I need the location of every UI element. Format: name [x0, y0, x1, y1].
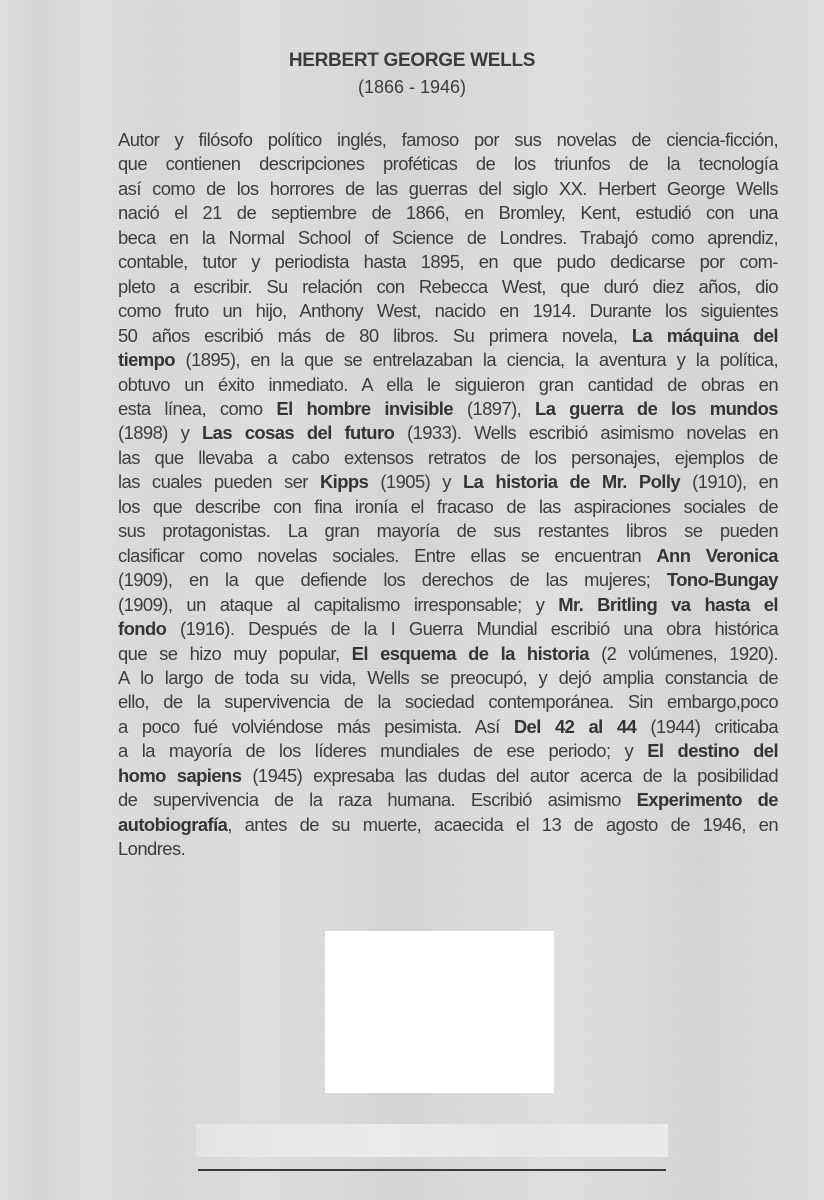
- text-line: [118, 152, 778, 176]
- text-line: [118, 739, 778, 763]
- book-title: La máquina del: [631, 324, 778, 346]
- text-line: [118, 568, 778, 592]
- book-title: autobiografía: [118, 813, 228, 835]
- author-name-heading: HERBERT GEORGE WELLS: [288, 50, 536, 71]
- book-title: El destino del: [647, 740, 778, 762]
- text-run: (1898) y: [118, 422, 202, 444]
- text-run: , antes de su muerte, acaecida el 13 de agosto de 1946, en: [227, 813, 778, 835]
- text-run: (1916). Después de la I Guerra Mundial escribió una obra histórica: [166, 618, 778, 640]
- text-run: a la mayoría de los líderes mundiales de ese periodo; y: [118, 740, 648, 762]
- book-title: homo sapiens: [118, 764, 242, 786]
- text-line: [118, 299, 778, 323]
- text-line: [118, 128, 778, 152]
- text-line: [118, 642, 778, 666]
- text-run: esta línea, como: [118, 397, 277, 419]
- text-line: [118, 373, 778, 397]
- text-run: los que describe con fina ironía el fracaso de las aspiraciones sociales de: [118, 495, 778, 517]
- text-line: [118, 495, 778, 519]
- text-line: [118, 275, 778, 299]
- book-title: Las cosas del futuro: [201, 422, 395, 444]
- text-line: [118, 690, 778, 714]
- text-run: (1933). Wells escribió asimismo novelas en: [394, 422, 779, 444]
- text-line: [118, 813, 778, 837]
- text-run: (2 volúmenes, 1920).: [588, 642, 778, 664]
- redacted-text-strip: [196, 1124, 668, 1157]
- text-line: [118, 519, 778, 543]
- text-line: [118, 421, 778, 445]
- book-title: El esquema de la historia: [351, 642, 589, 664]
- text-line: [118, 617, 778, 641]
- text-run: nació el 21 de septiembre de 1866, en Bromley, Kent, estudió con una: [118, 202, 778, 224]
- text-run: (1909), un ataque al capitalismo irresponsable; y: [118, 593, 559, 615]
- text-run: (1895), en la que se entrelazaban la ciencia, la aventura y la política,: [174, 349, 778, 371]
- text-run: pleto a escribir. Su relación con Rebecca West, que duró diez años, dio: [118, 275, 778, 297]
- text-line: [118, 226, 778, 250]
- text-run: 50 años escribió más de 80 libros. Su primera novela,: [118, 324, 632, 346]
- text-run: Londres.: [118, 838, 186, 860]
- book-title: fondo: [118, 618, 167, 640]
- text-line: [118, 324, 778, 348]
- text-run: de supervivencia de la raza humana. Escribió asimismo: [118, 789, 637, 811]
- text-line: [118, 715, 778, 739]
- book-title: Tono-Bungay: [666, 569, 778, 591]
- book-title: La historia de Mr. Polly: [462, 471, 681, 493]
- text-run: obtuvo un éxito inmediato. A ella le siguieron gran cantidad de obras en: [118, 373, 778, 395]
- text-line: [118, 397, 778, 421]
- text-run: contable, tutor y periodista hasta 1895, en que pudo dedicarse por com-: [118, 251, 778, 273]
- text-run: (1905) y: [368, 471, 463, 493]
- text-line: [118, 348, 778, 372]
- text-run: (1944) criticaba: [636, 715, 778, 737]
- text-run: las cuales pueden ser: [118, 471, 320, 493]
- book-title: Experimento de: [636, 789, 778, 811]
- book-title: La guerra de los mundos: [535, 397, 778, 419]
- text-run: clasificar como novelas sociales. Entre ellas se encuentran: [118, 544, 657, 566]
- text-line: [118, 177, 778, 201]
- text-line: [118, 666, 778, 690]
- text-run: sus protagonistas. La gran mayoría de sus restantes libros se pueden: [118, 520, 778, 542]
- text-line: [118, 250, 778, 274]
- text-line: [118, 764, 778, 788]
- book-title: Mr. Britling va hasta el: [558, 593, 778, 615]
- text-run: las que llevaba a cabo extensos retratos de los personajes, ejemplos de: [118, 446, 778, 468]
- text-line: [118, 470, 778, 494]
- text-line: [118, 544, 778, 568]
- text-run: que contienen descripciones proféticas de los triunfos de la tecnología: [118, 153, 778, 175]
- text-run: (1945) expresaba las dudas del autor acerca de la posibilidad: [241, 764, 778, 786]
- text-run: ello, de la supervivencia de la sociedad contemporánea. Sin embargo,poco: [118, 691, 778, 713]
- text-run: A lo largo de toda su vida, Wells se preocupó, y dejó amplia constancia de: [118, 666, 778, 688]
- book-title: Kipps: [319, 471, 369, 493]
- text-run: así como de los horrores de las guerras del siglo XX. Herbert George Wells: [118, 177, 778, 199]
- blank-label-area: [325, 931, 554, 1093]
- author-dates: (1866 - 1946): [357, 77, 467, 97]
- book-title: El hombre invisible: [276, 397, 454, 419]
- bottom-divider-line: [198, 1169, 666, 1171]
- biography-paragraph: [118, 128, 778, 862]
- book-title: Ann Veronica: [656, 544, 778, 566]
- text-line: [118, 837, 778, 861]
- text-run: que se hizo muy popular,: [118, 642, 352, 664]
- text-run: como fruto un hijo, Anthony West, nacido en 1914. Durante los siguientes: [118, 300, 778, 322]
- text-line: [118, 446, 778, 470]
- text-run: Autor y filósofo político inglés, famoso por sus novelas de ciencia-ficción,: [118, 129, 778, 150]
- text-run: (1910), en: [680, 471, 778, 493]
- text-run: beca en la Normal School of Science de Londres. Trabajó como aprendiz,: [118, 226, 778, 248]
- text-run: (1897),: [453, 397, 536, 419]
- text-line: [118, 201, 778, 225]
- text-line: [118, 788, 778, 812]
- text-run: a poco fué volviéndose más pesimista. Así: [118, 715, 514, 737]
- text-run: (1909), en la que defiende los derechos de las mujeres;: [118, 569, 667, 591]
- book-title: tiempo: [118, 349, 175, 371]
- book-title: Del 42 al 44: [513, 715, 637, 737]
- text-line: [118, 593, 778, 617]
